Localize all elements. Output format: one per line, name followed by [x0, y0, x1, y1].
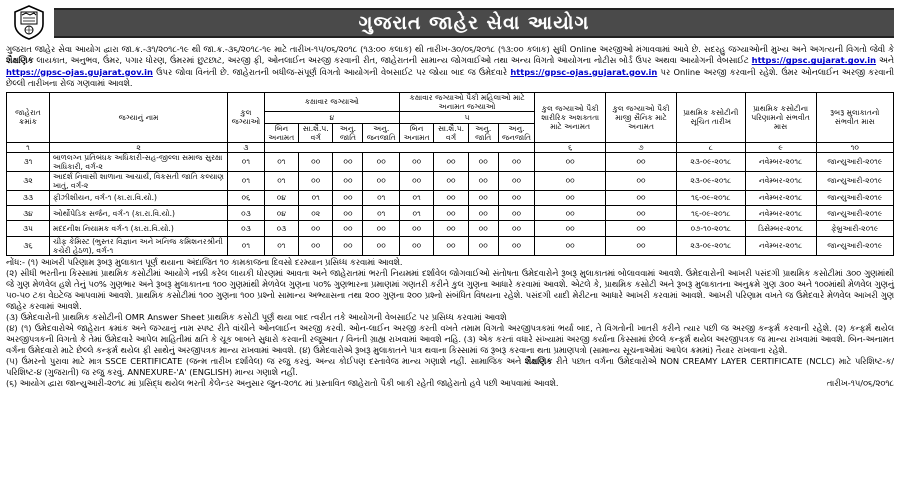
cell-cat-sc: ૦૦ — [333, 221, 363, 236]
cell-women-sc: ૦૦ — [468, 236, 498, 255]
cell-cat-sebc: ૦૦ — [299, 152, 333, 171]
cell-total: ૦૧ — [228, 171, 265, 190]
cell-post: મદદનીશ નિયામક વર્ગ-૧ (કા.રા.વિ.યો.) — [49, 221, 227, 236]
cell-result-month: નવેમ્બર-૨૦૧૮ — [745, 236, 816, 255]
cell-interview-month: ફેબ્રુઆરી-૨૦૧૯ — [816, 221, 893, 236]
cell-cat-st: ૦૦ — [363, 221, 400, 236]
cell-women-general: ૦૦ — [399, 171, 433, 190]
cell-cat-sebc: ૦૨ — [299, 206, 333, 221]
col-women: કક્ષાવાર જગ્યાઓ પૈકી મહિલાઓ માટે અનામત જગ્યાઓ — [399, 92, 534, 111]
cell-interview-month: જાન્યુઆરી-૨૦૧૯ — [816, 236, 893, 255]
cell-physical: ૦૦ — [535, 236, 606, 255]
col-post: જગ્યાનું નામ — [49, 92, 227, 142]
cell-cat-st: ૦૧ — [363, 206, 400, 221]
cell-result-month: ડિસેમ્બર-૨૦૧૮ — [745, 221, 816, 236]
cell-cat-general: ૦૩ — [264, 221, 298, 236]
col-physical: કુલ જગ્યાઓ પૈકી શારીરિક અશક્તતા માટે અનામત — [535, 92, 606, 142]
cell-women-general: ૦૦ — [399, 152, 433, 171]
cell-women-sc: ૦૦ — [468, 152, 498, 171]
cell-post: ફીઝીશીયન, વર્ગ-૧ (કા.રા.વિ.યો.) — [49, 190, 227, 205]
cell-women-general: ૦૦ — [399, 236, 433, 255]
intro-text-4: ઉપર જોવા વિનંતી છે. જાહેરાતની બધીજ-સંપૂર્ણ વિગતો આયોગની વેબસાઈટ પર જોયા બાદ જ ઉમેદવારે — [156, 66, 508, 77]
vacancy-table — [6, 92, 894, 256]
cell-women-st: ૦૦ — [498, 221, 535, 236]
cell-prelim-date: ૧૬-૦૯-૨૦૧૮ — [676, 206, 745, 221]
cell-post: ચીફ કેમિસ્ટ (ભુસ્તર વિજ્ઞાન અને ખનિજ કમિશનરશ્રીની કચેરી હેઠળ), વર્ગ-૧ — [49, 236, 227, 255]
note-5-text: (૫) ઉંમરનો પુરાવા માટે માત્ર SSCE CERTIFICATE (જન્મ તારીખ દર્શાવેલ) જ રજુ કરવું. અન્ય કોઈપણ દસ્તાવેજ માન્ય ગણાશે નહીં. સામાજિક અને — [6, 355, 522, 366]
cell-adv-no: ૩૧ — [7, 152, 50, 171]
intro-bold-text: શૈક્ષણિક — [6, 55, 34, 66]
cell-exserv: ૦૦ — [606, 190, 677, 205]
note-1: નોંધ:- (૧) આખરી પરિણામ રૂબરૂ મુલાકાત પૂર્ણ થયાના અંદાજિત ૧૦ કામકાજના દિવસો દરમ્યાન પ્રસિધ્ધ કરવામાં આવશે. — [6, 256, 403, 267]
cell-prelim-date: ૨૩-૦૯-૨૦૧૮ — [676, 171, 745, 190]
cell-physical: ૦૦ — [535, 206, 606, 221]
cell-result-month: નવેમ્બર-૨૦૧૮ — [745, 171, 816, 190]
subheader: અનુ. જનજાતિ — [498, 123, 535, 142]
cell-prelim-date: ૦૭-૧૦-૨૦૧૮ — [676, 221, 745, 236]
subheader: સા.શૈ.પ. વર્ગ — [434, 123, 468, 142]
cell-post: ઓર્થોપેડિક સર્જન, વર્ગ-૧ (કા.રા.વિ.યો.) — [49, 206, 227, 221]
note-5 — [6, 356, 894, 378]
col-number: ૮ — [676, 142, 745, 152]
cell-physical: ૦૦ — [535, 152, 606, 171]
cell-women-sc: ૦૦ — [468, 206, 498, 221]
page-title: ગુજરાત જાહેર સેવા આયોગ — [358, 12, 590, 34]
cell-women-sebc: ૦૦ — [434, 206, 468, 221]
col-number: ૩ — [228, 142, 265, 152]
table-row — [7, 221, 894, 236]
cell-result-month: નવેમ્બર-૨૦૧૮ — [745, 206, 816, 221]
cell-women-sebc: ૦૦ — [434, 171, 468, 190]
cell-cat-st: ૦૧ — [363, 190, 400, 205]
cell-prelim-date: ૨૩-૦૯-૨૦૧૮ — [676, 152, 745, 171]
cell-cat-general: ૦૪ — [264, 206, 298, 221]
cell-women-sc: ૦૦ — [468, 171, 498, 190]
cell-adv-no: ૩૪ — [7, 206, 50, 221]
col-number: ૭ — [606, 142, 677, 152]
subheader: બિન અનામત — [264, 123, 298, 142]
table-row — [7, 206, 894, 221]
cell-women-sebc: ૦૦ — [434, 221, 468, 236]
cell-result-month: નવેમ્બર-૨૦૧૮ — [745, 152, 816, 171]
cell-women-sebc: ૦૦ — [434, 236, 468, 255]
col-number: ૧ — [7, 142, 50, 152]
cell-result-month: નવેમ્બર-૨૦૧૮ — [745, 190, 816, 205]
cell-adv-no: ૩૩ — [7, 190, 50, 205]
cell-cat-general: ૦૧ — [264, 171, 298, 190]
cell-exserv: ૦૦ — [606, 206, 677, 221]
cell-women-sebc: ૦૦ — [434, 152, 468, 171]
cell-cat-general: ૦૪ — [264, 190, 298, 205]
col-number: ૨ — [49, 142, 227, 152]
header — [6, 2, 894, 42]
cell-physical: ૦૦ — [535, 221, 606, 236]
intro-text-3: અને — [879, 55, 894, 66]
cell-cat-sebc: ૦૦ — [299, 221, 333, 236]
col-exserv: કુલ જગ્યાઓ પૈકી માજી સૈનિક માટે અનામત — [606, 92, 677, 142]
subheader: સા.શૈ.પ. વર્ગ — [299, 123, 333, 142]
cell-cat-general: ૦૧ — [264, 152, 298, 171]
ojas-apply-link[interactable]: https://gpsc-ojas.gujarat.gov.in — [510, 66, 658, 77]
notice-date: તારીખ-૧૫/૦૬/૨૦૧૮ — [826, 377, 894, 388]
cell-adv-no: ૩૫ — [7, 221, 50, 236]
table-number-row — [7, 142, 894, 152]
subheader: બિન અનામત — [399, 123, 433, 142]
note-5-bold: શૈક્ષણિક — [524, 355, 553, 366]
col-result: પ્રાથમિક કસોટીના પરિણામનો સંભવીત માસ — [745, 92, 816, 142]
table-header-row — [7, 92, 894, 111]
subheader: અનુ. જાતિ — [333, 123, 363, 142]
note-3 — [6, 312, 894, 323]
cell-cat-sc: ૦૦ — [333, 206, 363, 221]
table-row — [7, 152, 894, 171]
cell-women-general: ૦૧ — [399, 206, 433, 221]
table-row — [7, 190, 894, 205]
col-adv-no: જાહેરાત ક્રમાંક — [7, 92, 50, 142]
intro-text-2: લાયકાત, અનુભવ, ઉંમર, પગાર ધોરણ, ઉંમરમાં છુટછાટ, અરજી ફી, ઓનલાઈન અરજી કરવાની રીત, જાહેરાતની સામાન્ય જોગવાઈઓ તથા અન્ય વિગતો આયોગના નોટીસ બોર્ડ ઉપર અથવા આયોગની વેબસાઈટ — [36, 55, 749, 66]
note-3-omr: OMR Answer Sheet — [125, 311, 205, 322]
subheader: અનુ. જનજાતિ — [363, 123, 400, 142]
cell-cat-sc: ૦૦ — [333, 171, 363, 190]
cell-interview-month: જાન્યુઆરી-૨૦૧૯ — [816, 152, 893, 171]
cell-women-general: ૦૧ — [399, 190, 433, 205]
header-num: ૪ — [264, 111, 399, 123]
gujarat-emblem-icon — [12, 4, 46, 40]
col-category: કક્ષાવાર જગ્યાઓ — [264, 92, 399, 111]
col-interview: રૂબરૂ મુલાકાતનો સંભવીત માસ — [816, 92, 893, 142]
cell-women-st: ૦૦ — [498, 190, 535, 205]
cell-post: બાળલગ્ન પ્રતિબંધક અધિકારી-સહ-જીલ્લા સમાજ સુરક્ષા અધિકારી, વર્ગ-૨ — [49, 152, 227, 171]
subheader: અનુ. જાતિ — [468, 123, 498, 142]
cell-exserv: ૦૦ — [606, 221, 677, 236]
cell-post: આદર્શ નિવાસી શાળાના આચાર્ય, વિકસતી જાતિ કલ્યાણ ખાતું, વર્ગ-૨ — [49, 171, 227, 190]
col-total: કુલ જગ્યાઓ — [228, 92, 265, 142]
cell-women-sc: ૦૦ — [468, 221, 498, 236]
cell-adv-no: ૩૬ — [7, 236, 50, 255]
cell-exserv: ૦૦ — [606, 152, 677, 171]
note-4: (૪) (૧) ઉમેદવારોએ જાહેરાત ક્રમાંક અને જગ્યાનું નામ સ્પષ્ટ રીતે વાંચીને ઓનલાઈન અરજી કરવી. ઓન-લાઈન અરજી કરતી વખતે તમામ વિગતો અરજીપત્રકમાં ભર્યા બાદ, તે વિગતોની ખાતરી કરીને ત્યાર પછી જ અરજી કન્ફર્મ કરવાની રહેશે. (૨) કન્ફર્મ થયેલ અરજીપત્રકની વિગતો કે તેમાં ઉમેદવારે આપેલ માહિતીમાં ક્ષતિ કે ચૂક બાબતે સુધારો કરવાની રજૂઆત / વિનંતી ગ્રાહ્ય રાખવામાં આવશે નહિ. (૩) એક કરતાં વધારે સંખ્યામાં અરજી કર્યાના કિસ્સામાં છેલ્લે કન્ફર્મ થયેલ અરજીપત્રક જ માન્ય રાખવામાં આવશે. બિન-અનામત વર્ગના ઉમેદવારો માટે છેલ્લે કન્ફર્મ થયેલ ફી સાથેનું અરજીપત્રક માન્ય રાખવામાં આવશે. (૪) ઉમેદવારોએ રૂબરૂ મુલાકાતને પાત્ર થવાના કિસ્સામાં જ રૂબરૂ કરવાના થતા પ્રમાણપત્રો (સામાન્ય સૂચનાઓમાં આપેલ ક્રમમાં) તૈયાર રાખવાના રહેશે. — [6, 322, 894, 355]
cell-women-st: ૦૦ — [498, 152, 535, 171]
title-band — [54, 8, 894, 38]
cell-interview-month: જાન્યુઆરી-૨૦૧૯ — [816, 190, 893, 205]
cell-exserv: ૦૦ — [606, 171, 677, 190]
cell-women-st: ૦૦ — [498, 171, 535, 190]
header-num: ૫ — [399, 111, 534, 123]
note-6-text: (૬) આયોગ દ્વારા જાન્યુઆરી-૨૦૧૮ માં પ્રસિદ્ધ થયેલ ભરતી કેલેન્ડર અનુસાર જુન-૨૦૧૮ માં પ્રસ્તાવિત જાહેરાતો પૈકી બાકી રહેતી જાહેરાતો હવે પછી આપવામાં આવશે. — [6, 377, 559, 388]
cell-prelim-date: ૧૬-૦૯-૨૦૧૮ — [676, 190, 745, 205]
cell-women-sebc: ૦૦ — [434, 190, 468, 205]
table-row — [7, 171, 894, 190]
cell-women-st: ૦૦ — [498, 236, 535, 255]
intro-paragraph — [6, 44, 894, 90]
table-body — [7, 152, 894, 255]
note-2: (૨) સીધી ભરતીના કિસ્સામાં પ્રાથમિક કસોટીમાં આયોગે નક્કી કરેલ લાયકી ધોરણમાં આવતા અને જાહેરાતમાં ભરતી નિયમમાં દર્શાવેલ જોગવાઈઓ સંતોષતા ઉમેદવારોને રૂબરૂ મુલાકાતમાં બોલાવવામાં આવશે. ઉમેદવારોની આખરી પસંદગી પ્રાથમિક કસોટીમાં ૩૦૦ ગુણમાંથી જે ગુણ મેળવેલ હશે તેનું ૫૦% ગુણભાર અને રૂબરૂ મુલાકાતના ૧૦૦ ગુણમાંથી મેળવેલ ગુણના ૫૦% ગુણભારના પ્રમાણમાં ગણતરી કરીને કુલ ગુણના આધારે કરવામાં આવશે. એટલે કે, પ્રાથમિક કસોટી અને રૂબરૂ મુલાકાતના અનુક્રમે ગુણ ૩૦૦ અને ૧૦૦માંથી મેળવેલ ગુણનું ૫૦-૫૦ ટકા વેઇટેજ આપવામાં આવશે. પ્રાથમિક કસોટીમાં ૧૦૦ ગુણના ૧૦૦ પ્રશ્નો સામાન્ય અભ્યાસના તથા ૨૦૦ ગુણના ૨૦૦ પ્રશ્નો સંબંધિત વિષયના રહેશે. પસંદગી યાદી મેરીટના આધારે આખરી કરવામાં આવશે. આખરી પરિણામ વખતે જ ઉમેદવારે મેળવેલ આખરી ગુણ જાહેર કરવામાં આવશે. — [6, 267, 894, 311]
cell-cat-sc: ૦૦ — [333, 152, 363, 171]
note-3-text: (૩) ઉમેદવારોની પ્રાથમિક કસોટીની — [6, 311, 123, 322]
cell-cat-st: ૦૦ — [363, 152, 400, 171]
cell-exserv: ૦૦ — [606, 236, 677, 255]
cell-total: ૦૬ — [228, 190, 265, 205]
cell-total: ૦૩ — [228, 206, 265, 221]
cell-adv-no: ૩૨ — [7, 171, 50, 190]
note-6 — [6, 378, 894, 389]
cell-total: ૦૧ — [228, 236, 265, 255]
cell-cat-sebc: ૦૧ — [299, 190, 333, 205]
cell-cat-sebc: ૦૦ — [299, 236, 333, 255]
table-row — [7, 236, 894, 255]
intro-text-1: ગુજરાત જાહેર સેવા આયોગ દ્વારા જા.ક્ર.-૩૧/૨૦૧૮-૧૯ થી જા.ક્ર.-૩૬/૨૦૧૮-૧૯ માટે તારીખ-૧૫/૦૬/૨૦૧૮ (૧૩:૦૦ કલાક) થી તારીખ-૩૦/૦૬/૨૦૧૮ (૧૩:૦૦ કલાક) સુધી Online અરજીઓ મંગાવવામાં આવે છે. સદરહુ જગ્યાઓની મુખ્ય અને અગત્યની વિગતો જેવી કે — [6, 44, 894, 54]
col-number: ૬ — [535, 142, 606, 152]
ojas-website-link[interactable]: https://gpsc-ojas.gujarat.gov.in — [6, 66, 153, 77]
cell-interview-month: જાન્યુઆરી-૨૦૧૯ — [816, 206, 893, 221]
intro-text-5: પર Online અરજી કરવાની રહેશે. ઉંમર ઓનલાઈન અરજી કરવાની છેલ્લી તારીખના રોજ ગણવામાં આવશે. — [6, 66, 894, 89]
cell-prelim-date: ૨૩-૦૯-૨૦૧૮ — [676, 236, 745, 255]
cell-total: ૦૧ — [228, 152, 265, 171]
cell-cat-st: ૦૦ — [363, 171, 400, 190]
cell-cat-st: ૦૦ — [363, 236, 400, 255]
cell-physical: ૦૦ — [535, 171, 606, 190]
cell-cat-sc: ૦૦ — [333, 190, 363, 205]
cell-cat-general: ૦૧ — [264, 236, 298, 255]
col-number: ૧૦ — [816, 142, 893, 152]
note-5-text-end: રીતે પછાત વર્ગના ઉમેદવારોએ NON CREAMY LAYER CERTIFICATE (NCLC) માટે પરિશિષ્ટ-ક/ પરિશિષ્ટ-૪ (ગુજરાતી) જ રજુ કરવું. ANNEXURE-'A' (ENGLISH) માન્ય ગણાશે નહીં. — [6, 355, 894, 377]
cell-women-sc: ૦૦ — [468, 190, 498, 205]
cell-physical: ૦૦ — [535, 190, 606, 205]
gpsc-website-link[interactable]: https://gpsc.gujarat.gov.in — [751, 55, 877, 66]
cell-women-st: ૦૦ — [498, 206, 535, 221]
col-number-blank — [264, 142, 535, 152]
cell-cat-sc: ૦૦ — [333, 236, 363, 255]
cell-cat-sebc: ૦૦ — [299, 171, 333, 190]
cell-women-general: ૦૦ — [399, 221, 433, 236]
col-number: ૯ — [745, 142, 816, 152]
note-3-text-end: પ્રાથમિક કસોટી પૂર્ણ થયા બાદ ત્વરીત તકે આયોગની વેબસાઈટ પર પ્રસિધ્ધ કરવામાં આવશે — [207, 311, 507, 322]
col-prelim: પ્રાથમિક કસોટીની સૂચિત તારીખ — [676, 92, 745, 142]
cell-total: ૦૩ — [228, 221, 265, 236]
notes-section — [6, 257, 894, 389]
cell-interview-month: જાન્યુઆરી-૨૦૧૯ — [816, 171, 893, 190]
